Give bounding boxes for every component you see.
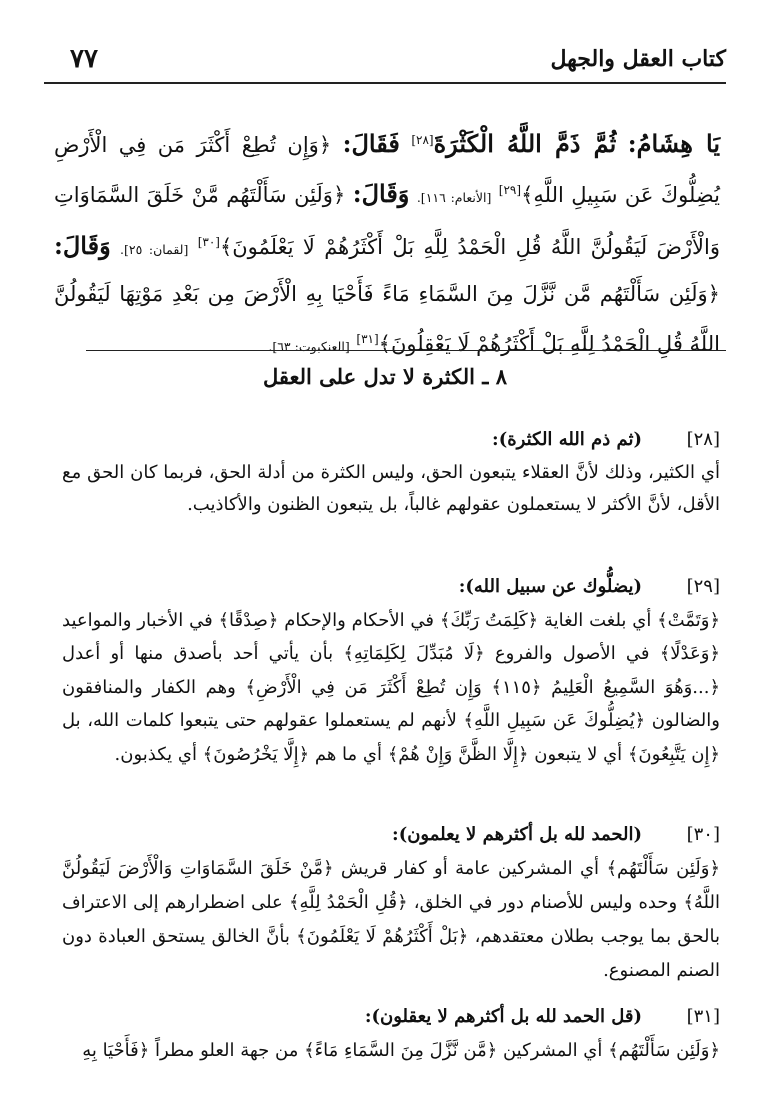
footnote-30 [62,818,720,988]
book-title: كتاب العقل والجهل [550,46,726,72]
note-ref-29: [٢٩] [498,183,522,197]
section-title: ٨ ـ الكثرة لا تدل على العقل [262,364,508,389]
footnote-heading: (ثم ذم الله الكثرة): [492,429,642,450]
footnote-28 [62,424,720,522]
header-rule [44,82,726,84]
speaker: يَا هِشَامُ: [627,129,720,158]
verse-line1-a: ثُمَّ ذَمَّ اللَّهُ الْكَثْرَةَ [433,129,617,158]
section-divider [86,350,726,351]
note-ref-31: [٣١] [356,332,379,346]
footnote-heading: (قل الحمد لله بل أكثرهم لا يعقلون): [364,1006,642,1027]
note-ref-28: [٢٨] [411,133,434,147]
footnote-number: [٢٨] [686,429,720,450]
footnote-number: [٢٩] [686,576,720,597]
footnote-heading: (الحمد لله بل أكثرهم لا يعلمون): [392,824,642,845]
quote-1: ﴿وَإِن تُطِعْ أَكْثَرَ مَن فِي الْأَرْضِ يُضِلُّوكَ عَن سَبِيلِ اللَّهِ﴾ [54,133,720,207]
running-header [44,40,726,84]
footnote-31 [62,1000,720,1068]
footnote-body: ﴿وَتَمَّتْ﴾ أي بلغت الغاية ﴿كَلِمَتُ رَبِّكَ﴾ في الأحكام والإحكام ﴿صِدْقًا﴾ في الأخبار والمواعيد ﴿وَعَدْلًا﴾ في الأصول والفروع ﴿لَا مُبَدِّلَ لِكَلِمَاتِهِ﴾ بأن يأتي أحد بأصدق منها أو أعدل ﴿...وَهُوَ السَّمِيعُ الْعَلِيمُ ﴿١١٥﴾ وَإِن تُطِعْ أَكْثَرَ مَن فِي الْأَرْضِ﴾ وهم الكفار والمنافقون والضالون ﴿يُضِلُّوكَ عَن سَبِيلِ اللَّهِ﴾ لأنهم لم يستعملوا عقولهم حتى يتبعوا كلمات الله، بل ﴿إِن يَتَّبِعُونَ﴾ أي لا يتبعون ﴿إِلَّا الظَّنَّ وَإِنْ هُمْ﴾ أي ما هم ﴿إِلَّا يَخْرُصُونَ﴾ أي يكذبون. [62,609,720,765]
said-3: وَقَالَ: [54,231,111,260]
said-2: وَقَالَ: [352,179,410,208]
footnote-number: [٣٠] [686,824,720,845]
footnote-body: ﴿وَلَئِن سَأَلْتَهُم﴾ أي المشركين عامة أو كفار قريش ﴿مَّنْ خَلَقَ السَّمَاوَاتِ وَالْأَرْضَ لَيَقُولُنَّ اللَّهُ﴾ وحده وليس للأصنام دور في الخلق، ﴿قُلِ الْحَمْدُ لِلَّهِ﴾ على اضطرارهم إلى الاعتراف بالحق بما يوجب بطلان معتقدهم، ﴿بَلْ أَكْثَرُهُمْ لَا يَعْلَمُونَ﴾ بأنَّ الخالق يستحق العبادة دون الصنم المصنوع. [62,858,720,981]
footnote-29 [62,570,720,771]
citation-3: [العنكبوت: ٦٣]. [268,339,350,354]
main-paragraph [54,118,720,369]
footnote-heading: (يضلُّوك عن سبيل الله): [458,576,642,597]
footnote-body: أي الكثير، وذلك لأنَّ العقلاء يتبعون الحق، وليس الكثرة من أدلة الحق، فربما كان الحق مع الأقل، لأنَّ الأكثر لا يستعملون عقولهم غالباً، بل يتبعون الظنون والأكاذيب. [62,461,720,515]
citation-2: [لقمان: ٢٥]. [120,242,189,257]
verse-line1-b: فَقَالَ: [342,129,400,158]
note-ref-30: [٣٠] [197,235,220,249]
quote-2: ﴿وَلَئِن سَأَلْتَهُم مَّنْ خَلَقَ السَّمَاوَاتِ وَالْأَرْضَ لَيَقُولُنَّ اللَّهُ قُلِ الْحَمْدُ لِلَّهِ بَلْ أَكْثَرُهُمْ لَا يَعْلَمُونَ﴾ [54,183,720,259]
citation-1: [الأنعام: ١١٦]. [416,190,492,205]
footnote-body: ﴿وَلَئِن سَأَلْتَهُم﴾ أي المشركين ﴿مَّن نَّزَّلَ مِنَ السَّمَاءِ مَاءً﴾ من جهة العلو مطراً ﴿فَأَحْيَا بِهِ [82,1040,720,1061]
footnote-number: [٣١] [686,1006,720,1027]
page-number: ٧٧ [70,44,98,74]
quote-3: ﴿وَلَئِن سَأَلْتَهُم مَّن نَّزَّلَ مِنَ السَّمَاءِ مَاءً فَأَحْيَا بِهِ الْأَرْضَ مِن بَعْدِ مَوْتِهَا لَيَقُولُنَّ اللَّهُ قُلِ الْحَمْدُ لِلَّهِ بَلْ أَكْثَرُهُمْ لَا يَعْقِلُونَ﴾ [54,282,720,356]
main-text [54,118,720,369]
